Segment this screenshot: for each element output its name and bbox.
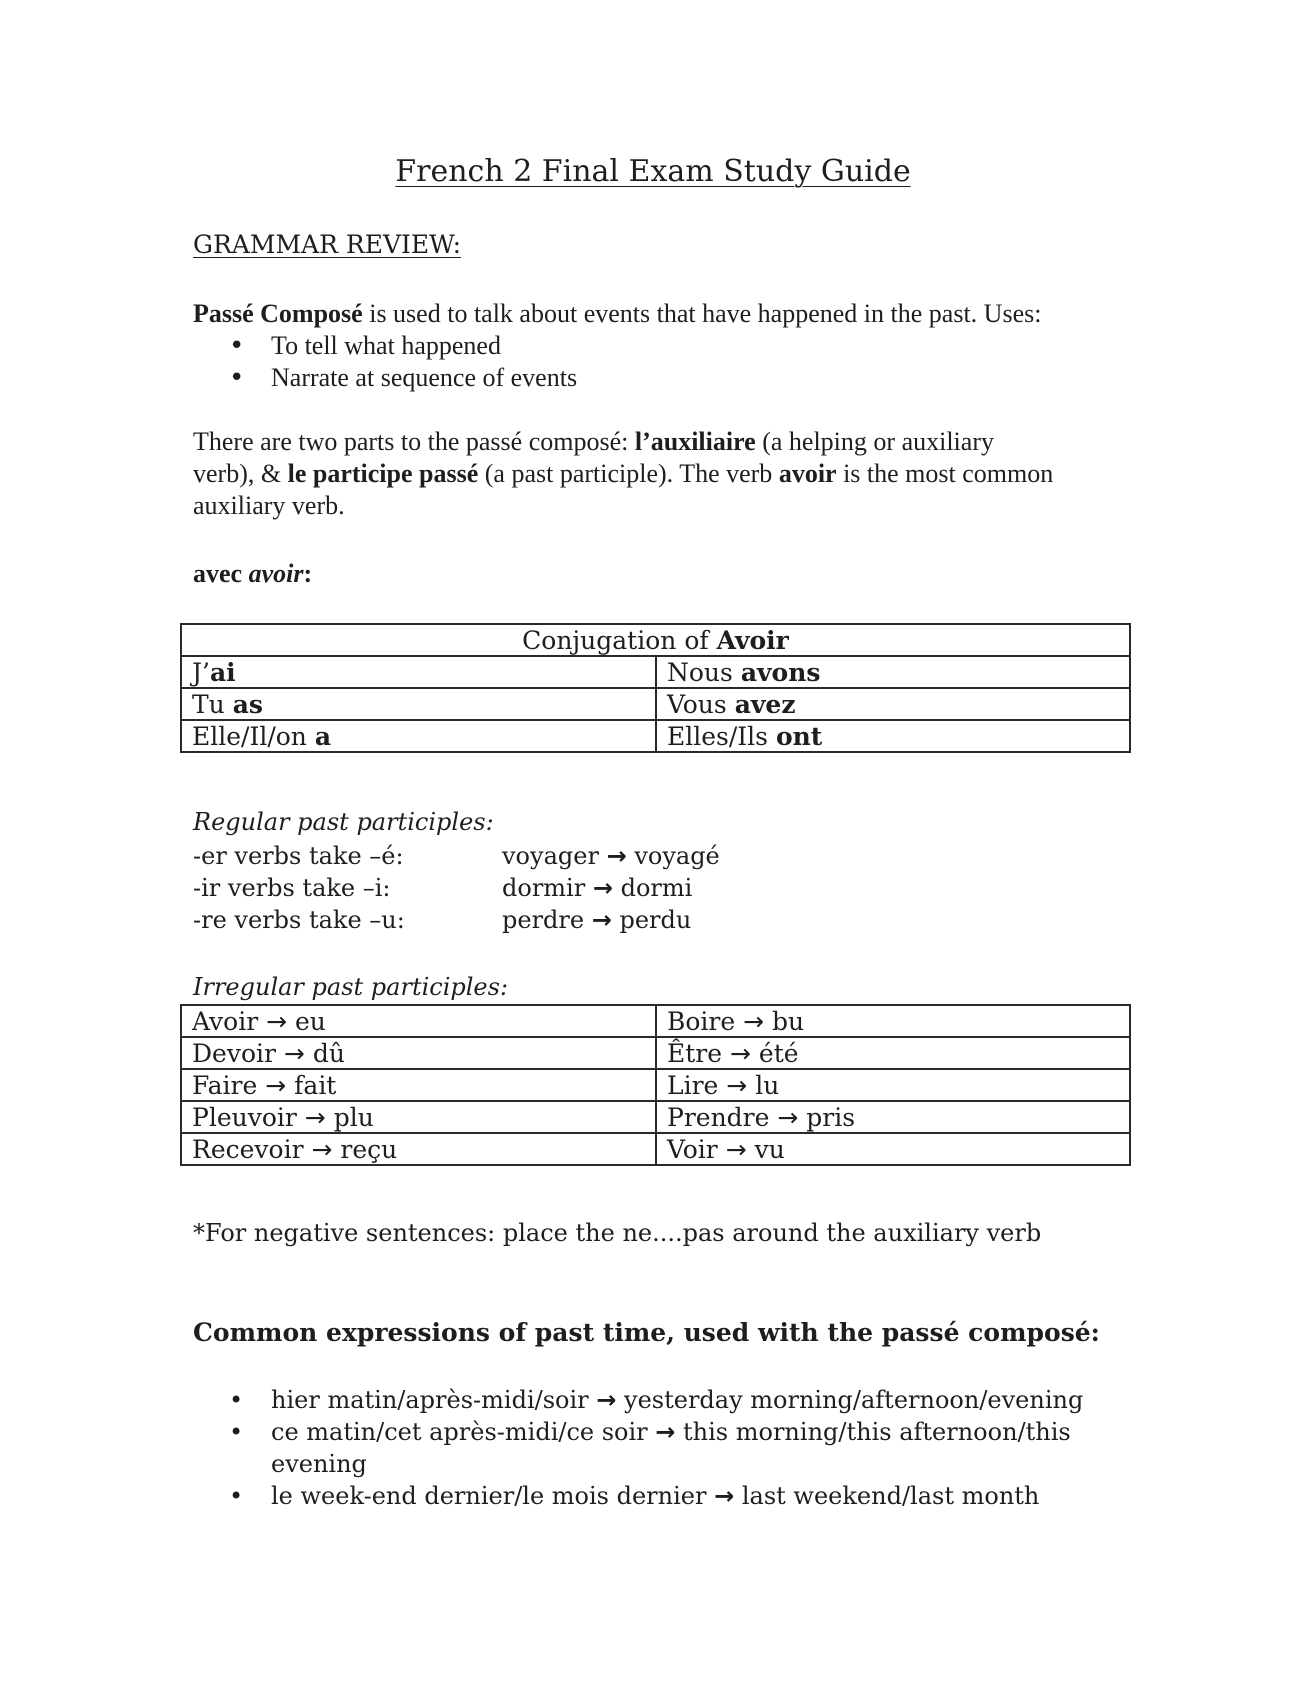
arrow-icon: →: [283, 1038, 305, 1068]
two-parts-paragraph: [193, 426, 1053, 522]
passe-compose-term: Passé Composé: [193, 299, 363, 328]
table-cell: Devoir → dû: [181, 1037, 656, 1069]
past-time-expressions-list: [193, 1384, 1083, 1512]
list-item: • Narrate at sequence of events: [193, 362, 577, 394]
table-caption: Conjugation of Avoir: [181, 624, 1130, 656]
paragraph-line: auxiliary verb.: [193, 491, 345, 520]
list-item: -re verbs take –u:: [193, 906, 405, 934]
table-cell: Voir → vu: [656, 1133, 1130, 1165]
arrow-icon: →: [725, 1134, 747, 1164]
table-row: [181, 1037, 1130, 1069]
arrow-icon: →: [726, 1070, 748, 1100]
passe-compose-intro: [193, 298, 1041, 330]
uses-list: [193, 330, 577, 394]
arrow-icon: →: [591, 906, 612, 934]
table-row: [181, 688, 1130, 720]
arrow-icon: →: [606, 842, 627, 870]
list-item: • le week-end dernier/le mois dernier → last weekend/last month: [193, 1480, 1083, 1512]
passe-compose-description: is used to talk about events that have happened in the past. Uses:: [362, 299, 1042, 328]
page-title: French 2 Final Exam Study Guide: [395, 154, 911, 189]
table-cell: Prendre → pris: [656, 1101, 1130, 1133]
list-item: • To tell what happened: [193, 330, 577, 362]
negative-sentences-note: *For negative sentences: place the ne....pas around the auxiliary verb: [193, 1219, 1042, 1247]
arrow-icon: →: [592, 874, 613, 902]
past-time-expressions-heading: Common expressions of past time, used with the passé composé:: [193, 1318, 1100, 1347]
list-item: perdre → perdu: [502, 906, 692, 934]
table-row: [181, 1069, 1130, 1101]
table-cell: Recevoir → reçu: [181, 1133, 656, 1165]
table-cell: Elle/Il/on a: [181, 720, 656, 752]
list-item: • ce matin/cet après-midi/ce soir → this morning/this afternoon/this evening: [193, 1416, 1083, 1480]
table-row: [181, 656, 1130, 688]
irregular-participles-heading: Irregular past participles:: [193, 973, 509, 1001]
list-item: -er verbs take –é:: [193, 842, 404, 870]
regular-participles-examples: [502, 840, 720, 936]
arrow-icon: →: [777, 1102, 799, 1132]
list-item: -ir verbs take –i:: [193, 874, 391, 902]
arrow-icon: →: [265, 1070, 287, 1100]
arrow-icon: →: [266, 1006, 288, 1036]
table-row: [181, 1101, 1130, 1133]
table-cell: Nous avons: [656, 656, 1130, 688]
arrow-icon: →: [311, 1134, 333, 1164]
avec-avoir-heading: avec avoir:: [193, 559, 313, 588]
arrow-icon: →: [304, 1102, 326, 1132]
table-cell: Vous avez: [656, 688, 1130, 720]
arrow-icon: →: [596, 1386, 617, 1414]
table-cell: Elles/Ils ont: [656, 720, 1130, 752]
list-item: • hier matin/après-midi/soir → yesterday morning/afternoon/evening: [193, 1384, 1083, 1416]
arrow-icon: →: [730, 1038, 751, 1068]
table-cell: Avoir → eu: [181, 1005, 656, 1037]
table-row: [181, 1133, 1130, 1165]
table-cell: J’ai: [181, 656, 656, 688]
irregular-participles-table: [180, 1004, 1131, 1166]
table-cell: Faire → fait: [181, 1069, 656, 1101]
table-cell: Être → été: [656, 1037, 1130, 1069]
table-cell: Boire → bu: [656, 1005, 1130, 1037]
regular-participles-rules: [193, 840, 405, 936]
avoir-conjugation-table: [180, 623, 1131, 753]
paragraph-line: verb), & le participe passé (a past participle). The verb avoir is the most common: [193, 459, 1054, 488]
table-row: [181, 720, 1130, 752]
arrow-icon: →: [655, 1418, 676, 1446]
table-cell: Pleuvoir → plu: [181, 1101, 656, 1133]
arrow-icon: →: [714, 1482, 735, 1510]
list-item: voyager → voyagé: [502, 842, 720, 870]
paragraph-line: There are two parts to the passé composé: l’auxiliaire (a helping or auxiliary: [193, 427, 994, 456]
table-row: [181, 1005, 1130, 1037]
list-item: dormir → dormi: [502, 874, 693, 902]
arrow-icon: →: [743, 1006, 765, 1036]
table-cell: Tu as: [181, 688, 656, 720]
table-cell: Lire → lu: [656, 1069, 1130, 1101]
regular-participles-heading: Regular past participles:: [193, 808, 494, 836]
grammar-review-heading: GRAMMAR REVIEW:: [193, 230, 462, 259]
